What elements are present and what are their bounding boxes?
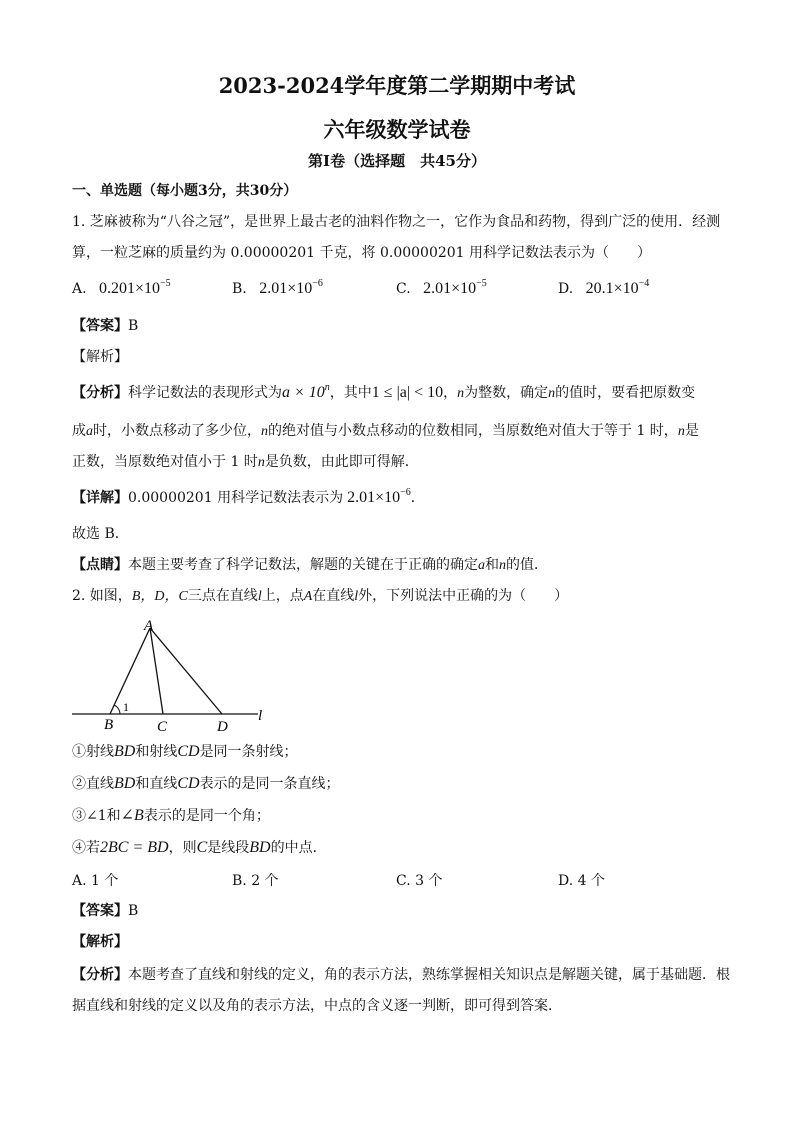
fenxi-tag: 【分析】 (72, 385, 128, 401)
text: 和 (485, 557, 499, 573)
line-cd: CD (177, 775, 200, 792)
var-n: n (257, 455, 265, 470)
option-letter: A. (72, 281, 87, 297)
detail-base: 2.01×10 (347, 489, 401, 506)
label-A: A (144, 618, 154, 634)
answer-tag: 【答案】 (72, 318, 128, 334)
fenxi-tag: 【分析】 (72, 967, 128, 983)
exam-title: 2023-2024学年度第二学期期中考试 (218, 73, 576, 98)
option-letter: D. (558, 281, 574, 297)
q2-analysis-tag: 【解析】 (72, 934, 128, 950)
q1-choose: 故选 B． (72, 526, 129, 542)
q2-option-b: B. 2 个 (232, 873, 279, 889)
angle-arc (114, 705, 120, 714)
inequality: 1 ≤ |a| < 10 (371, 384, 444, 401)
text: ①射线 (72, 744, 114, 760)
label-C: C (157, 719, 168, 735)
part-heading: 第Ⅰ卷（选择题 共45分） (308, 152, 486, 170)
text: 2. 如图， (72, 588, 132, 604)
text: 科学记数法的表现形式为 (128, 385, 282, 401)
q1-detail (72, 488, 425, 508)
option-base: 20.1×10 (585, 280, 639, 297)
text: 和直线 (135, 776, 178, 792)
option-exp: −5 (160, 278, 171, 289)
answer-value: B (128, 903, 139, 919)
q1-option-b (232, 280, 323, 298)
text: 在直线 (312, 588, 355, 604)
ray-cd: CD (177, 743, 200, 760)
option-base: 2.01×10 (423, 280, 477, 297)
var-a: a (86, 424, 93, 439)
q2-fenxi-line2: 据直线和射线的定义以及角的表示方法，中点的含义逐一判断，即可得到答案． (72, 998, 562, 1014)
q1-option-a (72, 280, 171, 298)
text: 的值． (506, 557, 548, 573)
q2-statement-2 (72, 774, 340, 794)
text: 外，下列说法中正确的为（ ） (358, 588, 569, 604)
text: 是 (684, 423, 699, 439)
text: ． (410, 490, 425, 506)
q1-dianjing (72, 555, 548, 576)
text: ， (443, 385, 458, 401)
label-B: B (104, 717, 114, 733)
exam-subtitle: 六年级数学试卷 (323, 117, 471, 142)
text: 本题考查了直线和射线的定义，角的表示方法，熟练掌握相关知识点是解题关键，属于基础题．根 (128, 967, 730, 983)
text: ，则 (168, 840, 197, 856)
sci-form (282, 384, 330, 401)
geometry-figure (68, 616, 278, 736)
sci-form-base: a × 10 (282, 384, 325, 401)
q2-option-a: A. 1 个 (72, 873, 119, 889)
section-heading: 一、单选题（每小题3分，共30分） (72, 183, 298, 199)
text: 表示的是同一条直线； (199, 776, 340, 792)
q1-option-d (558, 280, 649, 298)
q1-fenxi-line2 (72, 421, 699, 442)
dianjing-tag: 【点睛】 (72, 557, 128, 573)
point-c: C (196, 839, 208, 856)
var-n: n (677, 424, 685, 439)
var-A: A (303, 589, 313, 604)
q1-stem-line1: 1. 芝麻被称为“八谷之冠”，是世界上最古老的油料作物之一，它作为食品和药物，得到广泛的使用．经测 (72, 214, 721, 230)
text: 上，点 (261, 588, 304, 604)
label-l: l (258, 708, 263, 724)
text: 和射线 (135, 744, 178, 760)
q1-answer (72, 316, 138, 336)
sci-form-exp: n (324, 382, 330, 393)
text: 的中点． (270, 840, 327, 856)
q2-statement-1 (72, 742, 298, 762)
detail-exp: −6 (400, 487, 411, 498)
q1-option-c (396, 280, 487, 298)
angle-b: ∠B (120, 807, 144, 824)
q2-statement-4 (72, 838, 327, 858)
option-letter: B. (232, 281, 247, 297)
text: 的绝对值与小数点移动的位数相同，当原数绝对值大于等于 1 时， (268, 423, 678, 439)
var-n: n (457, 386, 465, 401)
label-D: D (217, 719, 228, 735)
q2-option-d: D. 4 个 (558, 873, 605, 889)
q2-answer (72, 901, 138, 921)
text: 成 (72, 423, 86, 439)
text: 是负数，由此即可得解． (264, 454, 419, 470)
text: 0.00000201 用科学记数法表示为 (128, 490, 344, 506)
option-exp: −5 (476, 278, 487, 289)
var-a: a (478, 558, 485, 573)
text: 正数，当原数绝对值小于 1 时 (72, 454, 258, 470)
var-l: l (257, 589, 262, 604)
text: 是线段 (207, 840, 250, 856)
q2-fenxi-line1 (72, 965, 730, 985)
q1-stem-line2: 算，一粒芝麻的质量约为 0.00000201 千克，将 0.00000201 用科学记数法表示为（ ） (72, 245, 652, 261)
q1-analysis-tag: 【解析】 (72, 349, 128, 365)
text: 为整数，确定 (464, 385, 549, 401)
var-n: n (499, 558, 506, 573)
detail-tag: 【详解】 (72, 490, 128, 506)
text: ②直线 (72, 776, 114, 792)
segment-bd: BD (249, 839, 271, 856)
var-n: n (548, 386, 556, 401)
text: 三点在直线 (187, 588, 258, 604)
line-bd: BD (114, 775, 136, 792)
q1-fenxi-line3 (72, 452, 419, 473)
answer-tag: 【答案】 (72, 903, 128, 919)
text: ④若 (72, 840, 100, 856)
var-l: l (354, 589, 359, 604)
answer-value: B (128, 318, 139, 334)
q2-option-c: C. 3 个 (396, 873, 443, 889)
equation: 2BC = BD (100, 839, 169, 856)
option-exp: −4 (638, 278, 650, 289)
text: 表示的是同一个角； (143, 808, 270, 824)
q1-fenxi-line1 (72, 383, 695, 404)
q2-stem (72, 586, 568, 607)
segment-AB (110, 628, 150, 714)
text: 本题主要考查了科学记数法，解题的关键在于正确的确定 (128, 557, 478, 573)
label-angle-1: 1 (123, 700, 129, 714)
text: ，其中 (329, 385, 372, 401)
option-base: 2.01×10 (259, 280, 313, 297)
text: 的值时，要看把原数变 (555, 385, 696, 401)
option-letter: C. (396, 281, 411, 297)
q2-statement-3 (72, 806, 270, 826)
points: B，D，C (131, 589, 188, 604)
ray-bd: BD (114, 743, 136, 760)
var-n: n (261, 424, 268, 439)
text: 是同一条射线； (199, 744, 298, 760)
option-base: 0.201×10 (99, 280, 161, 297)
text: 时，小数点移动了多少位， (93, 423, 261, 439)
option-exp: −6 (312, 278, 323, 289)
text: ③∠1和 (72, 808, 121, 824)
